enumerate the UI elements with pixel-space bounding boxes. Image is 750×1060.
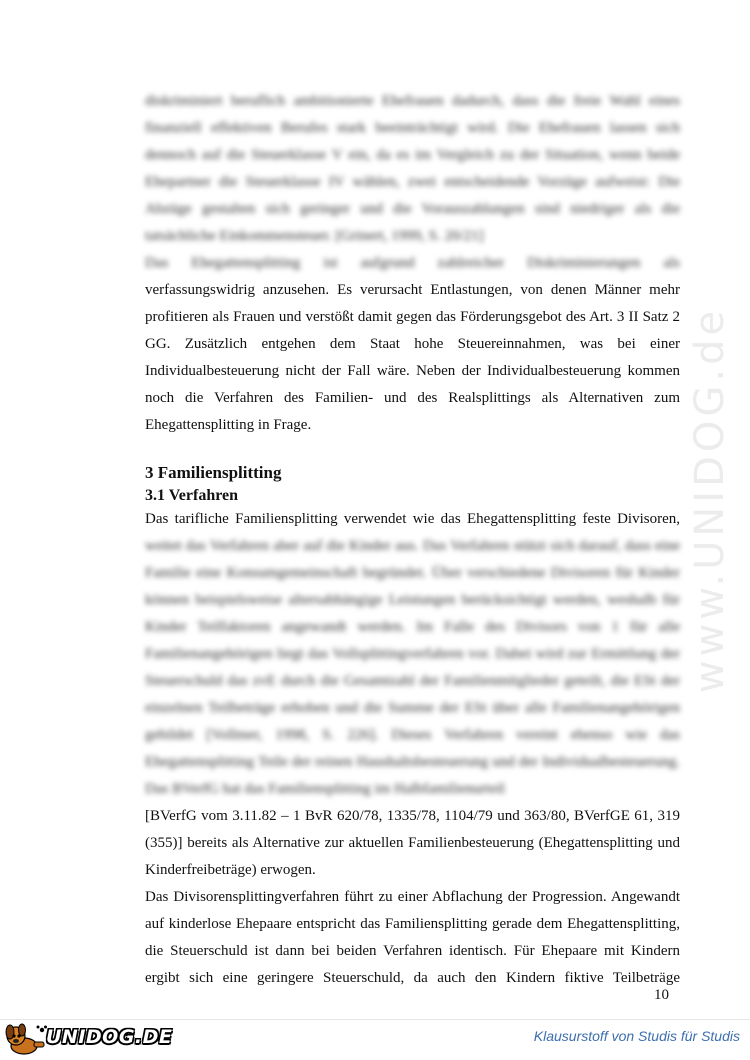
subsection-heading: 3.1 Verfahren [145, 487, 239, 504]
blurred-paragraph: weitet das Verfahren aber auf die Kinder aus. Das Verfahren stützt sich darauf, dass eine Familie eine Konsumgemeinschaft begründet. Über verschiedene Divisoren für Kinder können beispielsweise altersabhängige Leistungen berücksichtigt werden, weshalb für Kinder Teilfaktoren angewandt werden. Im Falle des Divisors von 1 für alle Familienangehörigen liegt das Vollsplittingverfahren vor. Dabei wird zur Ermittlung der Steuerschuld das zvE durch die Gesamtzahl der Familienmitglieder geteilt, die ESt der einzelnen Teilbeträge erhoben und die Summe der ESt über alle Familienangehörigen gebildet [Vollmer, 1998, S. 226]. Dieses Verfahren vereint ebenso wie das Ehegattensplitting Teile der reinen Haushaltsbesteuerung und der Individualbesteuerung. Das BVerfG hat das Familiensplitting im Halbfamilienurteil [145, 538, 680, 797]
section-heading: 3 Familiensplitting [145, 463, 282, 482]
paragraph-ehegattensplitting: verfassungswidrig anzusehen. Es verursacht Entlastungen, von denen Männer mehr profitieren als Frauen und verstößt damit gegen das Förderungsgebot des Art. 3 II Satz 2 GG. Zusätzlich entgehen dem Staat hohe Steuereinnahmen, was bei einer Individualbesteuerung nicht der Fall wäre. Neben der Individualbesteuerung kommen noch die Verfahren des Familien- und des Realsplittings als Alternativen zum Ehegattensplitting in Frage. [145, 282, 680, 433]
paragraph-bverfg: [BVerfG vom 3.11.82 – 1 BvR 620/78, 1335/78, 1104/79 und 363/80, BVerfGE 61, 319 (355)] bereits als Alternative zur aktuellen Familienbesteuerung (Ehegattensplitting und Kinderfreibeträge) erwogen. [145, 808, 680, 878]
blurred-paragraph: diskriminiert beruflich ambitionierte Ehefrauen dadurch, dass die freie Wahl eines finanziell effektiven Berufes stark beeinträchtigt wird. Die Ehefrauen lassen sich dennoch auf die Steuerklasse V ein, da es im Vergleich zu der Situation, wenn beide Ehepartner die Steuerklasse IV wählen, zwei entscheidende Vorzüge aufweist: Die Abzüge gestalten sich geringer und die Vorauszahlungen sind niedriger als die tatsächliche Einkommensteuer. [Grinert, 1999, S. 20/21] [145, 93, 680, 244]
paragraph-divisorensplitting: Das Divisorensplittingverfahren führt zu einer Abflachung der Progression. Angewandt auf kinderlose Ehepaare entspricht das Familiensplitting gerade dem Ehegattensplitting, die Steuerschuld ist dann bei beiden Verfahren identisch. Für Ehepaare mit Kindern ergibt sich eine geringere Steuerschuld, da auch den Kindern fiktive Teilbeträge [145, 889, 680, 986]
page-number: 10 [654, 987, 669, 1003]
document-body [145, 86, 680, 992]
footer-tagline: Klausurstoff von Studis für Studis [533, 1028, 740, 1044]
blurred-line: Das Ehegattensplitting ist aufgrund zahlreicher Diskriminierungen als [145, 255, 680, 271]
paragraph-familiensplitting-intro: Das tarifliche Familiensplitting verwendet wie das Ehegattensplitting feste Divisoren, [145, 511, 680, 527]
watermark: www.UNIDOG.de [687, 306, 733, 694]
footer-divider [0, 1019, 750, 1020]
dog-mascot-icon [2, 1022, 48, 1056]
logo-wordmark: UNIDOG.DE [46, 1026, 173, 1048]
unidog-logo[interactable] [2, 1022, 192, 1056]
